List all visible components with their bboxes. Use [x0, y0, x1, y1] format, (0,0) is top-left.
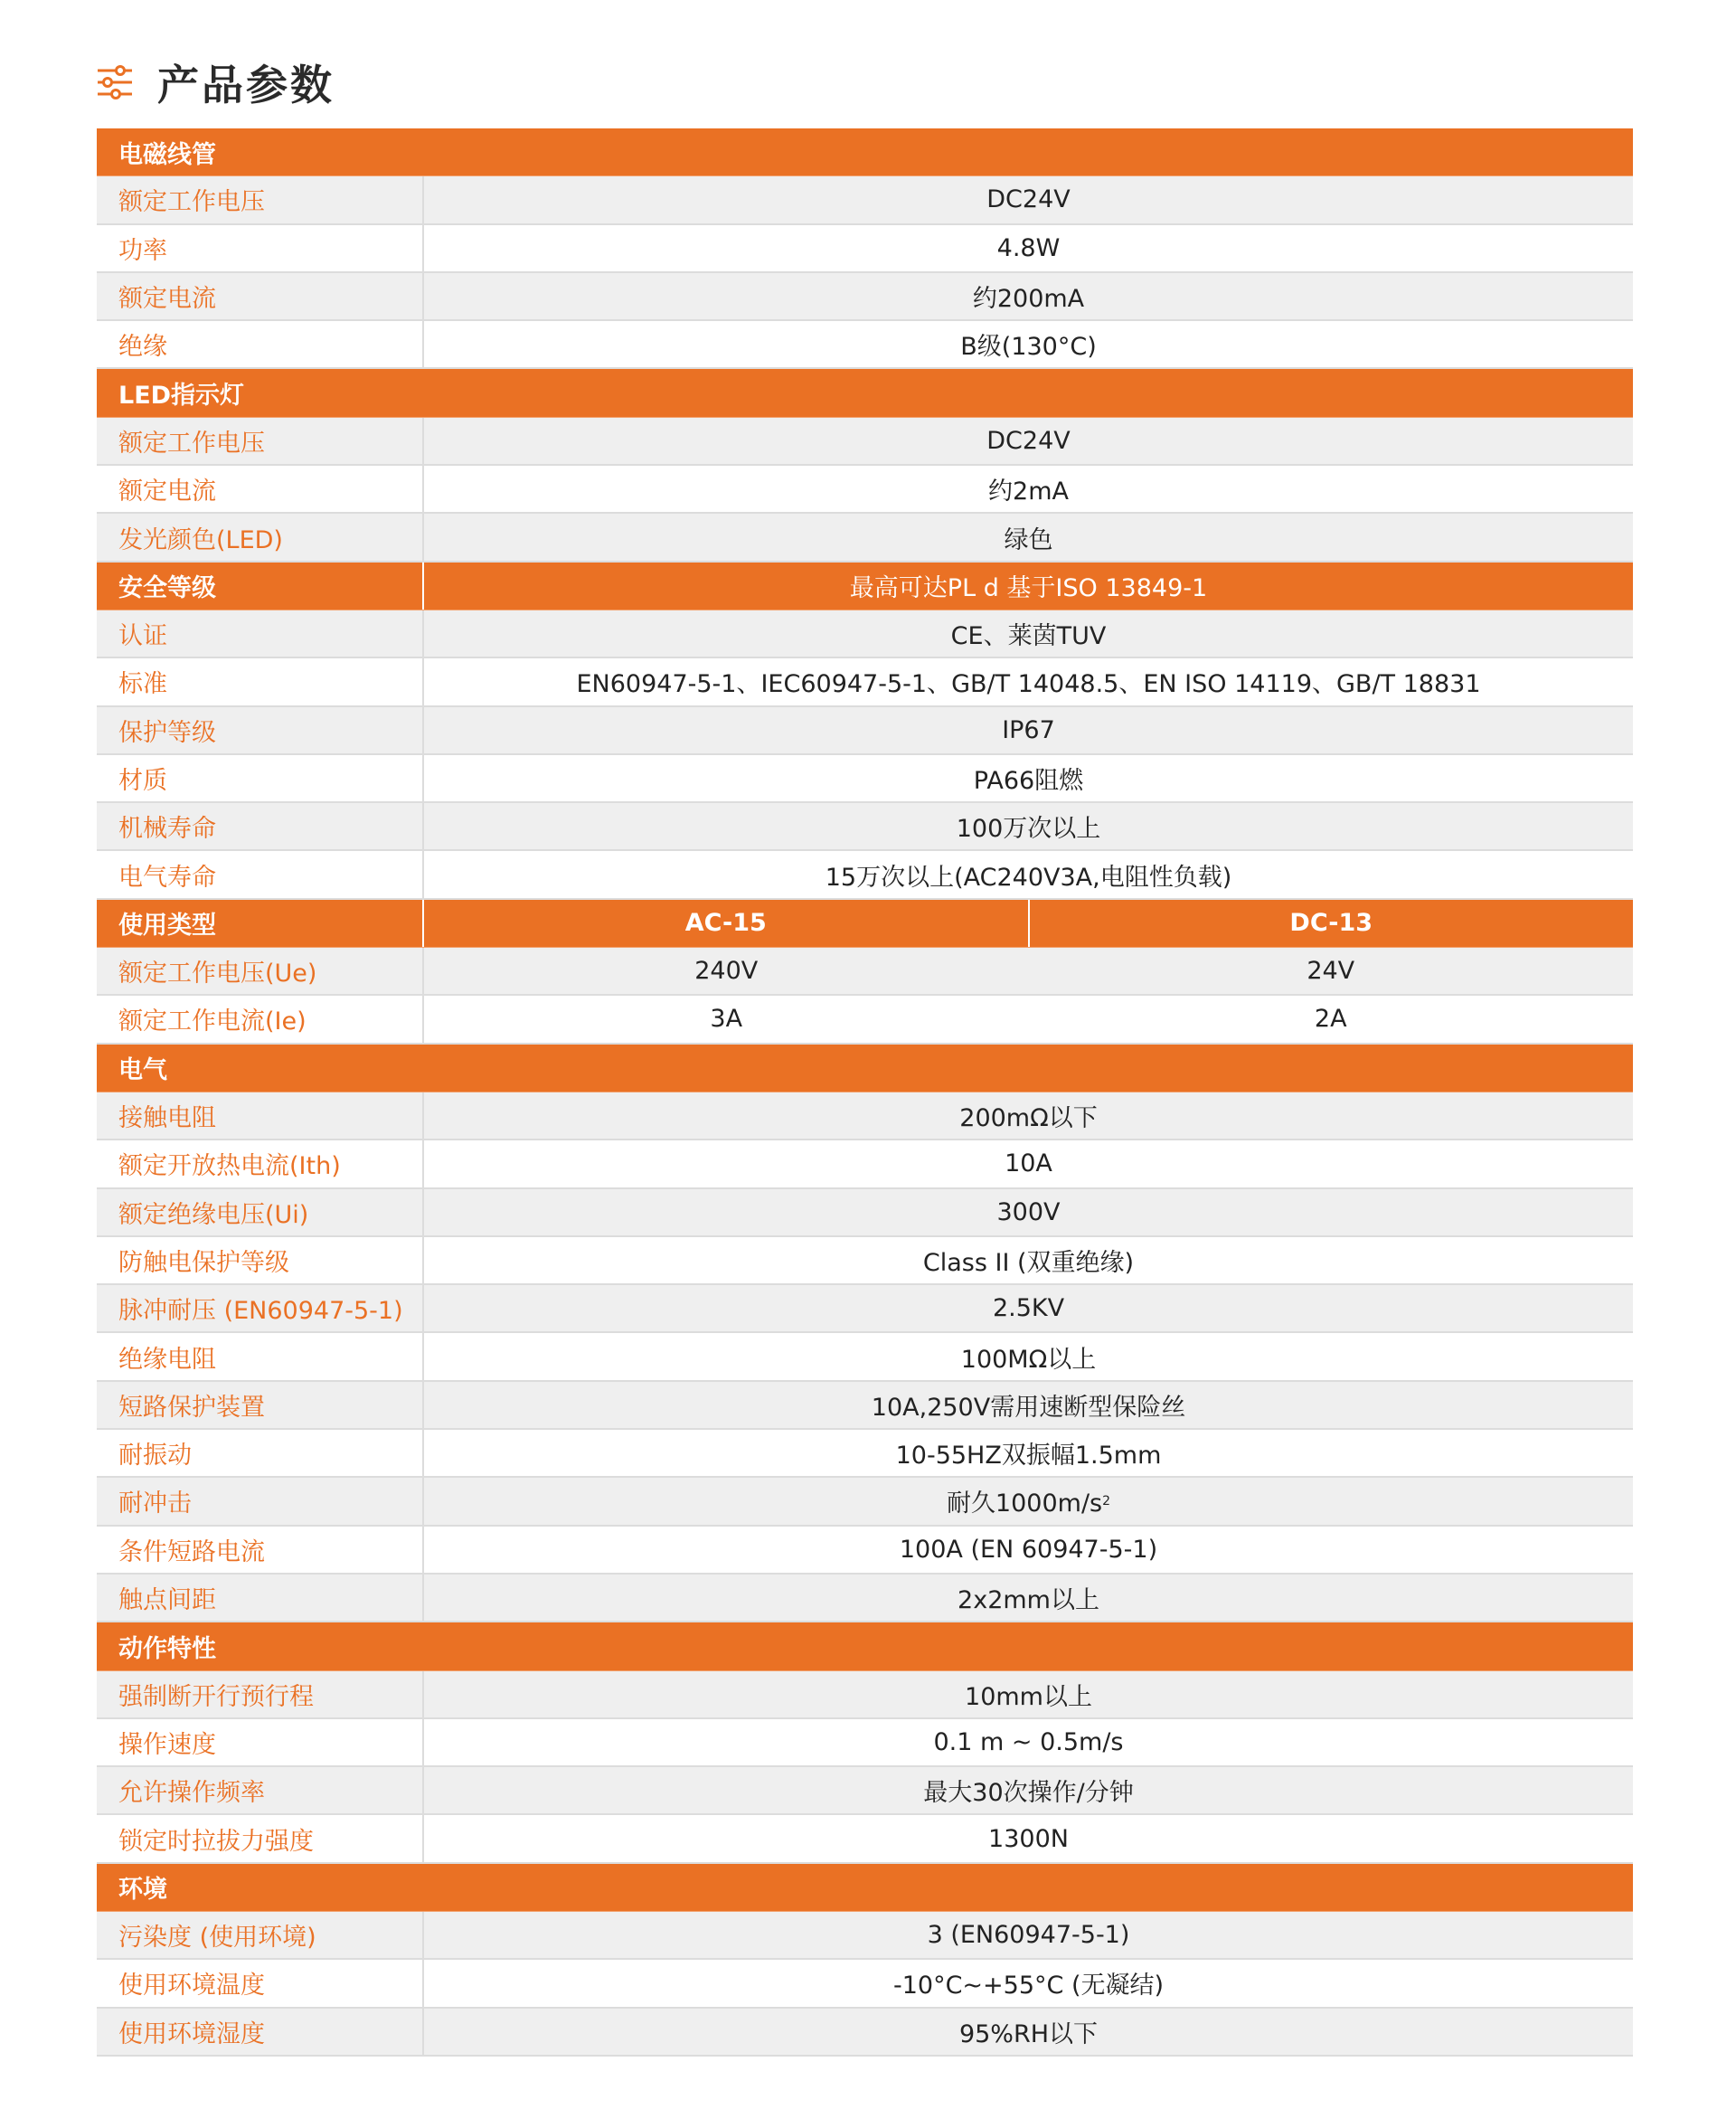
- table-row: [97, 466, 1633, 514]
- section-header: [97, 1864, 1633, 1912]
- param-value-text: 约200mA: [972, 285, 1085, 314]
- param-value-text: IP67: [1002, 715, 1055, 744]
- section-title: LED指示灯: [118, 382, 245, 411]
- table-row: [97, 1237, 1633, 1285]
- table-row: [97, 1912, 1633, 1960]
- param-value: [424, 851, 1633, 897]
- table-row: [97, 273, 1633, 321]
- param-value: [424, 466, 1633, 512]
- param-label: 污染度 (使用环境): [97, 1912, 424, 1958]
- param-value-text: DC24V: [986, 426, 1071, 455]
- param-label: 脉冲耐压 (EN60947-5-1): [97, 1285, 424, 1331]
- param-label: 保护等级: [97, 707, 424, 753]
- param-value-text: 0.1 m ~ 0.5m/s: [933, 1727, 1124, 1756]
- param-value-text: 10mm以上: [965, 1682, 1092, 1711]
- table-row: [97, 803, 1633, 851]
- param-label: 条件短路电流: [97, 1527, 424, 1573]
- table-row: [97, 1960, 1633, 2008]
- param-value-text: 300V: [996, 1197, 1061, 1226]
- param-value-text: 15万次以上(AC240V3A,电阻性负载): [825, 863, 1232, 892]
- section-header: [97, 1622, 1633, 1670]
- section-title: 安全等级: [97, 563, 424, 610]
- param-value: [424, 1140, 1633, 1187]
- param-value: [424, 707, 1633, 753]
- section-header: [97, 1045, 1633, 1092]
- param-label: 额定电流: [97, 273, 424, 319]
- param-value-text: 2.5KV: [992, 1294, 1065, 1323]
- param-value: [424, 1527, 1633, 1573]
- param-value-text: 最大30次操作/分钟: [923, 1779, 1134, 1808]
- param-value-text: DC24V: [986, 185, 1071, 214]
- param-label: 额定工作电压(Ue): [97, 948, 424, 994]
- table-row: [97, 996, 1633, 1044]
- param-value-text: 绿色: [1004, 525, 1053, 554]
- table-row: [97, 1527, 1633, 1575]
- param-value: [424, 803, 1633, 849]
- param-label: 标准: [97, 658, 424, 705]
- param-value: 24V: [1307, 957, 1355, 986]
- param-label: 短路保护装置: [97, 1382, 424, 1428]
- param-value-text: EN60947-5-1、IEC60947-5-1、GB/T 14048.5、EN ISO 14119、GB/T 18831: [576, 670, 1481, 699]
- param-label: 接触电阻: [97, 1092, 424, 1139]
- table-row: [97, 176, 1633, 224]
- param-value-text: 10A: [1005, 1149, 1052, 1178]
- param-label: 额定绝缘电压(Ui): [97, 1189, 424, 1235]
- section-title: 环境: [118, 1876, 167, 1905]
- table-row: [97, 321, 1633, 369]
- column-header: DC-13: [1289, 909, 1373, 938]
- table-row: [97, 755, 1633, 803]
- table-row: [97, 514, 1633, 562]
- param-label: 触点间距: [97, 1575, 424, 1621]
- filter-sliders-icon: [96, 65, 134, 99]
- param-value-text: CE、莱茵TUV: [950, 622, 1107, 651]
- param-value: [424, 658, 1633, 705]
- param-label: 使用环境温度: [97, 1960, 424, 2006]
- param-value-text: 200mΩ以下: [959, 1104, 1098, 1133]
- param-value-text: 约2mA: [988, 478, 1069, 506]
- section-title: 使用类型: [97, 900, 424, 947]
- param-label: 额定工作电流(Ie): [97, 996, 424, 1042]
- param-value: [424, 418, 1633, 464]
- table-row: [97, 1092, 1633, 1140]
- table-row: [97, 1382, 1633, 1430]
- table-row: [97, 1333, 1633, 1381]
- table-row: [97, 225, 1633, 273]
- param-value-text: PA66阻燃: [973, 767, 1084, 795]
- param-value: [424, 1719, 1633, 1765]
- table-row: [97, 1430, 1633, 1478]
- param-label: 耐冲击: [97, 1478, 424, 1524]
- param-label: 额定电流: [97, 466, 424, 512]
- param-value: [424, 755, 1633, 801]
- section-header: [97, 900, 1633, 948]
- section-header: [97, 369, 1633, 417]
- param-value-text: Class II (双重绝缘): [922, 1248, 1135, 1277]
- param-label: 额定工作电压: [97, 418, 424, 464]
- param-label: 功率: [97, 225, 424, 271]
- param-value: [424, 610, 1633, 657]
- param-value-text: 10A,250V需用速断型保险丝: [871, 1393, 1186, 1422]
- table-row: [97, 1719, 1633, 1767]
- param-label: 强制断开行预行程: [97, 1671, 424, 1717]
- spec-table: [97, 128, 1633, 2057]
- column-header: AC-15: [424, 900, 1030, 947]
- param-value: [424, 176, 1633, 222]
- table-row: [97, 418, 1633, 466]
- param-label: 机械寿命: [97, 803, 424, 849]
- param-label: 电气寿命: [97, 851, 424, 897]
- param-value: [424, 1478, 1633, 1524]
- param-value-text: B级(130°C): [960, 333, 1097, 362]
- section-header: [97, 563, 1633, 610]
- section-title: 电磁线管: [118, 140, 216, 169]
- table-row: [97, 948, 1633, 996]
- param-value: [424, 1815, 1633, 1861]
- param-label: 操作速度: [97, 1719, 424, 1765]
- param-value: [424, 1575, 1633, 1621]
- table-row: [97, 851, 1633, 899]
- param-label: 材质: [97, 755, 424, 801]
- param-value: [424, 1333, 1633, 1379]
- table-row: [97, 658, 1633, 706]
- superscript: 2: [1102, 1493, 1111, 1509]
- table-row: [97, 1671, 1633, 1719]
- table-row: [97, 1815, 1633, 1863]
- param-value: [424, 1189, 1633, 1235]
- param-label: 绝缘: [97, 321, 424, 367]
- param-value: [424, 225, 1633, 271]
- param-value: 2A: [1314, 1005, 1347, 1034]
- param-label: 使用环境湿度: [97, 2009, 424, 2055]
- section-value: 最高可达PL d 基于ISO 13849-1: [849, 574, 1208, 603]
- param-value-text: 耐久1000m/s: [946, 1490, 1103, 1518]
- param-value: 240V: [694, 957, 759, 986]
- table-row: [97, 1767, 1633, 1815]
- param-value-text: 100万次以上: [956, 815, 1101, 844]
- param-label: 发光颜色(LED): [97, 514, 424, 560]
- section-title: 动作特性: [118, 1634, 216, 1663]
- param-value-text: 100A (EN 60947-5-1): [899, 1535, 1158, 1564]
- table-row: [97, 707, 1633, 755]
- param-value-text: 2x2mm以上: [958, 1586, 1099, 1615]
- param-value-text: 100MΩ以上: [960, 1345, 1097, 1374]
- param-value-text: 95%RH以下: [958, 2019, 1099, 2048]
- param-value-text: -10°C~+55°C (无凝结): [892, 1972, 1165, 2000]
- table-row: [97, 1189, 1633, 1237]
- param-value: [424, 1671, 1633, 1717]
- param-value: 3A: [710, 1005, 743, 1034]
- param-value: [424, 2009, 1633, 2055]
- table-row: [97, 610, 1633, 658]
- param-label: 耐振动: [97, 1430, 424, 1476]
- param-value-text: 3 (EN60947-5-1): [927, 1921, 1130, 1950]
- param-value: [424, 1382, 1633, 1428]
- param-value: [424, 1960, 1633, 2006]
- section-title: 电气: [118, 1056, 167, 1085]
- param-label: 额定开放热电流(Ith): [97, 1140, 424, 1187]
- param-value: [424, 1767, 1633, 1813]
- section-header: [97, 128, 1633, 176]
- param-label: 锁定时拉拔力强度: [97, 1815, 424, 1861]
- page-header: [96, 52, 335, 112]
- param-value: [424, 273, 1633, 319]
- param-label: 认证: [97, 610, 424, 657]
- param-value: [424, 1430, 1633, 1476]
- param-label: 额定工作电压: [97, 176, 424, 222]
- param-value-text: 10-55HZ双振幅1.5mm: [895, 1442, 1162, 1471]
- param-value: [424, 1237, 1633, 1283]
- param-value-text: 4.8W: [996, 233, 1061, 262]
- table-row: [97, 1140, 1633, 1188]
- table-row: [97, 1575, 1633, 1622]
- param-label: 绝缘电阻: [97, 1333, 424, 1379]
- table-row: [97, 2009, 1633, 2057]
- param-label: 防触电保护等级: [97, 1237, 424, 1283]
- page-title: 产品参数: [157, 61, 335, 109]
- param-value: [424, 1912, 1633, 1958]
- param-value: [424, 514, 1633, 560]
- param-value-text: 1300N: [988, 1824, 1069, 1853]
- param-value: [424, 1092, 1633, 1139]
- param-value: [424, 321, 1633, 367]
- table-row: [97, 1478, 1633, 1526]
- param-label: 允许操作频率: [97, 1767, 424, 1813]
- param-value: [424, 1285, 1633, 1331]
- table-row: [97, 1285, 1633, 1333]
